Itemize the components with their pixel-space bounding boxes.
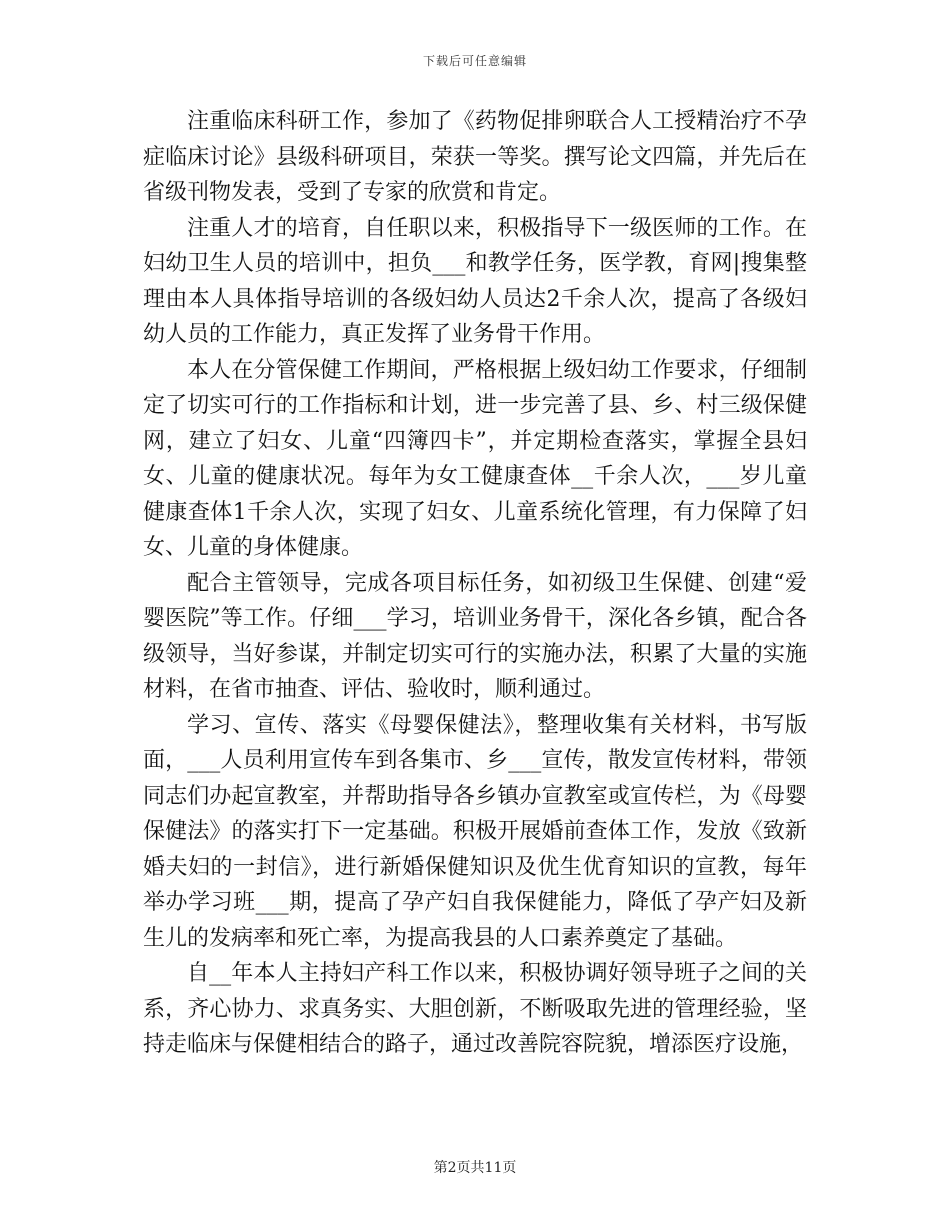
page-number: 第2页共11页 [433,1160,517,1176]
page-header-note: 下载后可任意编辑 [422,54,527,68]
paragraph-health-care: 本人在分管保健工作期间，严格根据上级妇幼工作要求，仔细制定了切实可行的工作指标和计划，进一步完善了县、乡、村三级保健网，建立了妇女、儿童“四簿四卡”，并定期检查落实，掌握全县妇女、儿童的健康状况。每年为女工健康查体__千余人次，___岁儿童健康查体1千余人次，实现了妇女、儿童系统化管理，有力保障了妇女、儿童的身体健康。 [143,357,807,560]
paragraph-research: 注重临床科研工作，参加了《药物促排卵联合人工授精治疗不孕症临床讨论》县级科研项目，荣获一等奖。撰写论文四篇，并先后在省级刊物发表，受到了专家的欣赏和肯定。 [143,109,807,205]
paragraph-training: 注重人才的培育，自任职以来，积极指导下一级医师的工作。在妇幼卫生人员的培训中，担负___和教学任务，医学教，育网|搜集整理由本人具体指导培训的各级妇幼人员达2千余人次，提高了各级妇幼人员的工作能力，真正发挥了业务骨干作用。 [143,215,807,347]
document-body [143,104,807,1063]
paragraph-maternal-law: 学习、宣传、落实《母婴保健法》，整理收集有关材料，书写版面，___人员利用宣传车到各集市、乡___宣传，散发宣传材料，带领同志们办起宣教室，并帮助指导各乡镇办宣教室或宣传栏，为《母婴保健法》的落实打下一定基础。积极开展婚前查体工作，发放《致新婚夫妇的一封信》，进行新婚保健知识及优生优育知识的宣教，每年举办学习班___期，提高了孕产妇自我保健能力，降低了孕产妇及新生儿的发病率和死亡率，为提高我县的人口素养奠定了基础。 [143,712,807,951]
paragraph-department-management: 自__年本人主持妇产科工作以来，积极协调好领导班子之间的关系，齐心协力、求真务实、大胆创新，不断吸取先进的管理经验，坚持走临床与保健相结合的路子，通过改善院容院貌，增添医疗设施， [143,961,807,1057]
paragraph-baby-friendly: 配合主管领导，完成各项目标任务，如初级卫生保健、创建“爱婴医院”等工作。仔细___学习，培训业务骨干，深化各乡镇，配合各级领导，当好参谋，并制定切实可行的实施办法，积累了大量的实施材料，在省市抽查、评估、验收时，顺利通过。 [143,570,807,702]
